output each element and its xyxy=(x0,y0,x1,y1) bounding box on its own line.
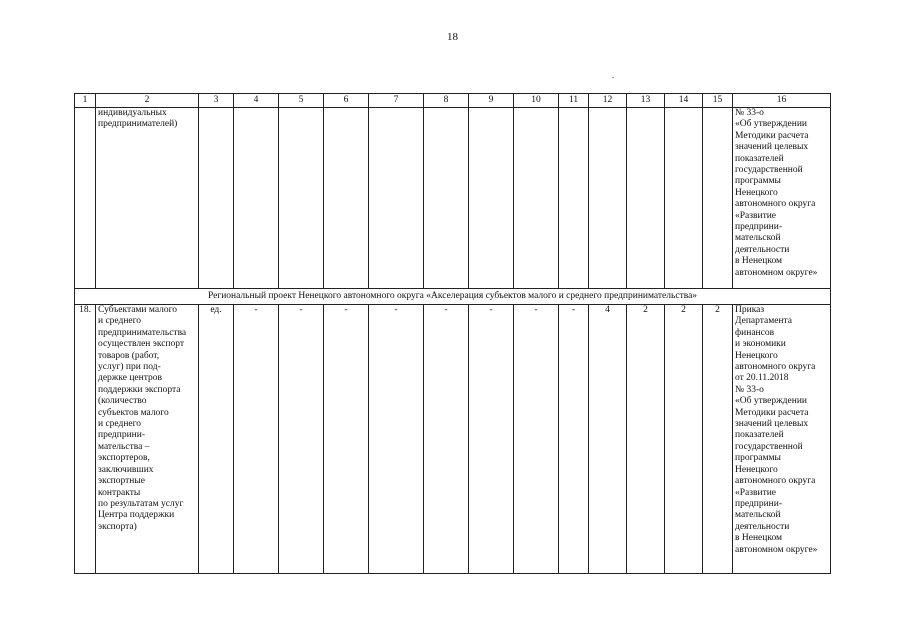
indicators-table xyxy=(74,93,831,574)
col-header-9: 9 xyxy=(469,94,514,108)
source-document-line: «Об утверждении xyxy=(735,396,807,407)
indicator-name-line: предприни- xyxy=(98,430,146,441)
indicator-name-line: экспорта) xyxy=(98,521,137,532)
cont-source-line: Ненецкого xyxy=(735,187,778,198)
cont-source-line: № 33-о xyxy=(735,108,764,118)
col-header-15: 15 xyxy=(703,94,733,108)
value-cell-15: 2 xyxy=(703,305,733,574)
col-header-7: 7 xyxy=(369,94,424,108)
value-cell-11: - xyxy=(559,305,589,574)
cont-cell-6 xyxy=(324,108,369,289)
col-header-5: 5 xyxy=(279,94,324,108)
cont-cell-3 xyxy=(199,108,234,289)
section-title-row xyxy=(75,289,831,305)
cont-cell-9 xyxy=(469,108,514,289)
source-document-line: автономного округа xyxy=(735,362,816,373)
indicator-name-line: предпринимательства xyxy=(98,327,187,338)
col-header-8: 8 xyxy=(424,94,469,108)
cont-cell-12 xyxy=(589,108,627,289)
cont-source-line: автономного округа xyxy=(735,199,816,210)
value-cell-14: 2 xyxy=(665,305,703,574)
value-cell-5: - xyxy=(279,305,324,574)
cont-cell-15 xyxy=(703,108,733,289)
indicator-name-line: поддержки экспорта xyxy=(98,384,181,395)
value-cell-4: - xyxy=(234,305,279,574)
cont-source-line: «Об утверждении xyxy=(735,119,807,130)
indicator-name-line: услуг) при под- xyxy=(98,362,161,373)
cont-cell-1 xyxy=(75,108,96,289)
cont-source-line: государственной xyxy=(735,165,803,176)
cont-cell-13 xyxy=(627,108,665,289)
col-header-12: 12 xyxy=(589,94,627,108)
col-header-4: 4 xyxy=(234,94,279,108)
indicator-name-line: мательства – xyxy=(98,441,150,452)
value-cell-8: - xyxy=(424,305,469,574)
indicator-name-line: и среднего xyxy=(98,419,142,430)
source-document-line: и экономики xyxy=(735,339,786,350)
cont-source-line: мательской xyxy=(735,233,781,244)
cont-source-line: в Ненецком xyxy=(735,256,783,267)
indicator-name-line: экспортные xyxy=(98,476,145,487)
source-document-line: мательской xyxy=(735,510,781,521)
source-document-line: значений целевых xyxy=(735,419,809,430)
value-cell-6: - xyxy=(324,305,369,574)
row-number: 18. xyxy=(75,305,96,574)
col-header-10: 10 xyxy=(514,94,559,108)
scan-speck xyxy=(612,77,614,78)
source-document-line: Департамента xyxy=(735,316,793,327)
cont-cell-4 xyxy=(234,108,279,289)
cont-source-line: значений целевых xyxy=(735,142,809,153)
indicator-name-line: по результатам услуг xyxy=(98,498,184,509)
source-document-line: Ненецкого xyxy=(735,464,778,475)
value-cell-9: - xyxy=(469,305,514,574)
page-number: 18 xyxy=(447,31,458,43)
col-header-13: 13 xyxy=(627,94,665,108)
cont-cell-7 xyxy=(369,108,424,289)
indicator-name-cell xyxy=(96,305,199,574)
source-document-line: деятельности xyxy=(735,521,790,532)
cont-indicator-cell xyxy=(96,108,199,289)
cont-cell-11 xyxy=(559,108,589,289)
source-document-cell xyxy=(733,305,831,574)
indicator-name-line: осуществлен экспорт xyxy=(98,339,185,350)
source-document-line: Методики расчета xyxy=(735,407,809,418)
source-document-line: в Ненецком xyxy=(735,533,783,544)
indicator-name-line: держке центров xyxy=(98,373,162,384)
value-cell-7: - xyxy=(369,305,424,574)
source-document-line: показателей xyxy=(735,430,784,441)
source-document-line: программы xyxy=(735,453,781,464)
cont-indicator-line: предпринимателей) xyxy=(98,119,178,130)
indicator-name-line: субъектов малого xyxy=(98,407,169,418)
cont-source-line: программы xyxy=(735,176,781,187)
source-document-line: «Развитие xyxy=(735,487,777,498)
source-document-line: № 33-о xyxy=(735,384,764,395)
cont-cell-5 xyxy=(279,108,324,289)
cont-cell-14 xyxy=(665,108,703,289)
source-document-line: предприни- xyxy=(735,498,783,509)
indicator-name-line: заключивших xyxy=(98,464,154,475)
indicator-name-line: Субъектами малого xyxy=(98,305,178,315)
indicator-name-line: (количество xyxy=(98,396,147,407)
cont-source-line: Методики расчета xyxy=(735,130,809,141)
continuation-row xyxy=(75,108,831,289)
col-header-2: 2 xyxy=(96,94,199,108)
col-header-3: 3 xyxy=(199,94,234,108)
indicator-row-18 xyxy=(75,305,831,574)
source-document-line: от 20.11.2018 xyxy=(735,373,789,384)
cont-indicator-line: индивидуальных xyxy=(98,108,167,118)
column-number-row xyxy=(75,94,831,108)
cont-cell-10 xyxy=(514,108,559,289)
indicator-name-line: Центра поддержки xyxy=(98,510,175,521)
source-document-line: автономном округе» xyxy=(735,544,818,555)
col-header-11: 11 xyxy=(559,94,589,108)
value-cell-10: - xyxy=(514,305,559,574)
cont-cell-8 xyxy=(424,108,469,289)
indicator-name-line: контракты xyxy=(98,487,141,498)
source-document-line: Приказ xyxy=(735,305,765,315)
source-document-line: Ненецкого xyxy=(735,350,778,361)
cont-source-line: «Развитие xyxy=(735,210,777,221)
cont-source-line: деятельности xyxy=(735,244,790,255)
cont-source-line: показателей xyxy=(735,153,784,164)
source-document-line: финансов xyxy=(735,327,775,338)
cont-source-cell xyxy=(733,108,831,289)
col-header-16: 16 xyxy=(733,94,831,108)
cont-source-line: автономном округе» xyxy=(735,267,818,278)
indicator-name-line: экспортеров, xyxy=(98,453,150,464)
col-header-6: 6 xyxy=(324,94,369,108)
value-cell-13: 2 xyxy=(627,305,665,574)
col-header-1: 1 xyxy=(75,94,96,108)
col-header-14: 14 xyxy=(665,94,703,108)
indicator-name-line: и среднего xyxy=(98,316,142,327)
cont-source-line: предприни- xyxy=(735,222,783,233)
indicator-name-line: товаров (работ, xyxy=(98,350,160,361)
value-cell-12: 4 xyxy=(589,305,627,574)
source-document-line: государственной xyxy=(735,441,803,452)
section-title: Региональный проект Ненецкого автономного округа «Акселерация субъектов малого и среднего предпринимательства» xyxy=(75,289,831,305)
source-document-line: автономного округа xyxy=(735,476,816,487)
unit-cell: ед. xyxy=(199,305,234,574)
